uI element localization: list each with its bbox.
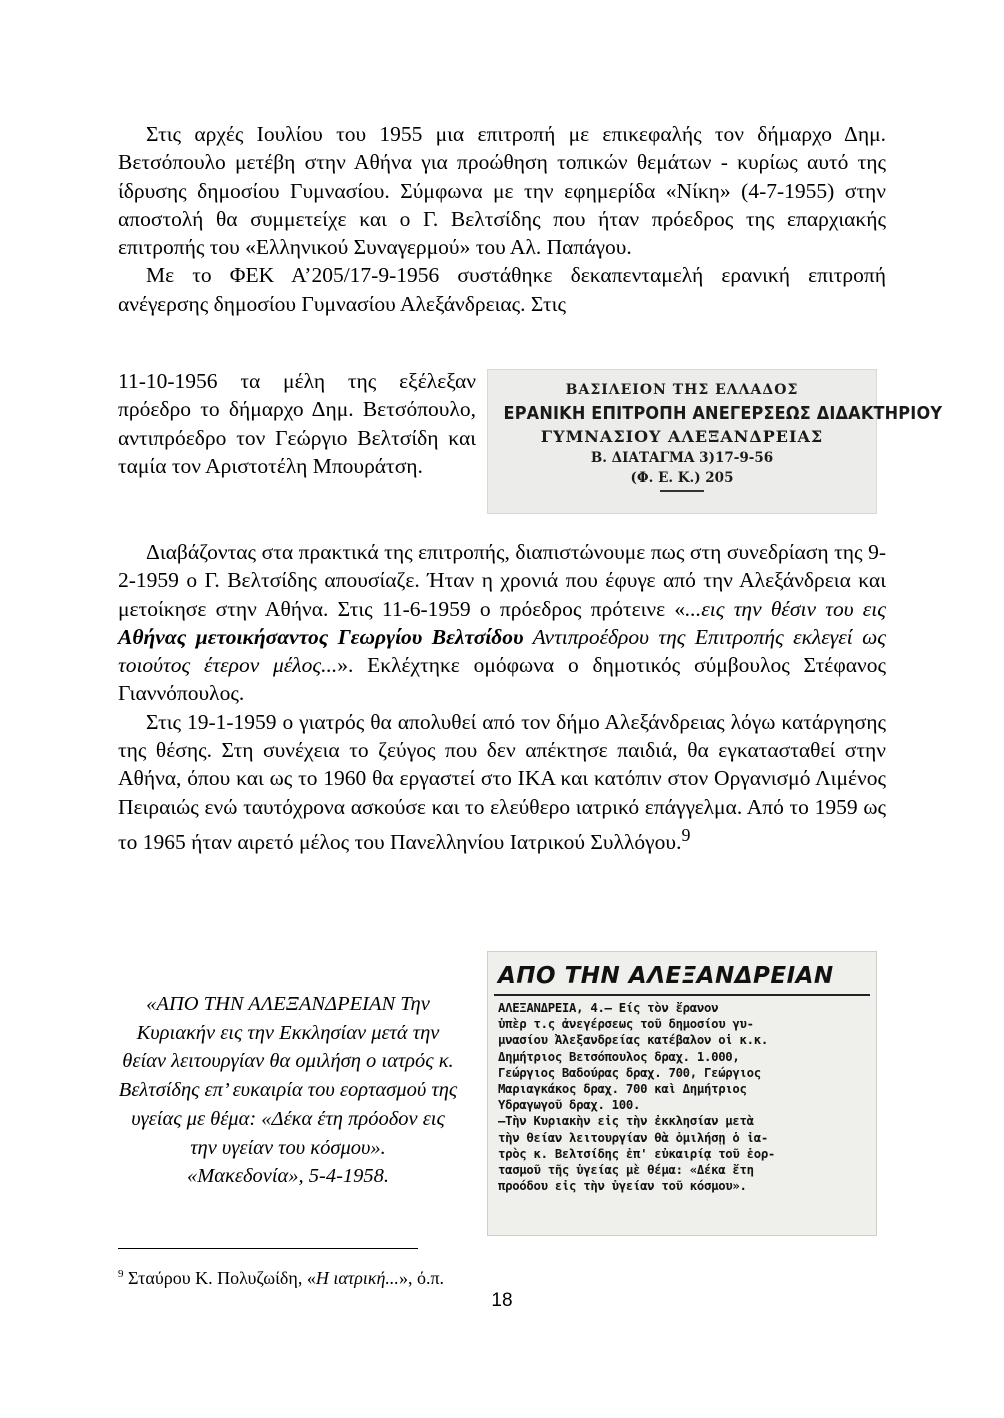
- clipping-body-line: Γεώργιος Βαδούρας δραχ. 700, Γεώργιος: [498, 1065, 761, 1080]
- paragraph-2: Με το ΦΕΚ Α’205/17-9-1956 συστάθηκε δεκαπενταμελή ερανική επιτροπή ανέγερσης δημοσίου Γυμνασίου Αλεξάνδρειας. Στις: [118, 263, 886, 316]
- body-text-top: [118, 120, 886, 318]
- clipping-body-line: ΑΛΕΞΑΝΔΡΕΙΑ, 4.— Είς τὸν ἔρανον: [498, 1001, 719, 1015]
- clipping-body-line: τασμοῦ τῆς ὑγείας μὲ θέμα: «Δέκα ἔτη: [498, 1163, 754, 1178]
- clipping-body-line: προόδου εἰς τὴν ὑγείαν τοῦ κόσμου».: [498, 1179, 747, 1194]
- paragraph-4-text: Στις 19-1-1959 ο γιατρός θα απολυθεί από τον δήμο Αλεξάνδρειας λόγω κατάργησης της θέσης. Στη συνέχεια το ζεύγος που δεν απέκτησε παιδιά, θα εγκατασταθεί στην Αθήνα, όπου και ως το 1960 θα εργαστεί στο ΙΚΑ και κατόπιν στον Οργανισμό Λιμένος Πειραιώς ενώ ταυτόχρονα ασκούσε και το ελεύθερο ιατρικό επάγγελμα. Από το 1959 ως το 1965 ήταν αιρετό μέλος του Πανελληνίου Ιατρικού Συλλόγου.: [118, 709, 886, 855]
- clipping-body-line: Δημήτριος Βετσόπουλος δραχ. 1.000,: [498, 1049, 740, 1064]
- footnote-separator: [118, 1248, 418, 1249]
- paragraph-3-quote-italic-end: Αντιπροέδρου της Επιτροπής εκλεγεί ως τοιούτος έτερον μέλος...: [118, 624, 886, 678]
- newspaper-clipping-committee-header: [487, 369, 943, 514]
- footnote-text-pre: Σταύρου Κ. Πολυζωίδη, «: [123, 1268, 316, 1288]
- clipping-body-line: ὑπὲρ τ.ς ἀνεγέρσεως τοῦ δημοσίου γυ-: [498, 1017, 754, 1032]
- clipping-line-committee: ΕΡΑΝΙΚΗ ΕΠΙΤΡΟΠΗ ΑΝΕΓΕΡΣΕΩΣ ΔΙΔΑΚΤΗΡΙΟΥ: [503, 404, 943, 424]
- paragraph-3-end: ». Εκλέχτηκε ομόφωνα ο δημοτικός σύμβουλος Στέφανος Γιαννόπουλος.: [118, 653, 886, 706]
- clipping-body-line: —Τὴν Κυριακὴν εἰς τὴν ἐκκλησίαν μετὰ: [498, 1114, 754, 1129]
- clipping-line-kingdom: ΒΑΣΙΛΕΙΟΝ ΤΗΣ ΕΛΛΑΔΟΣ: [565, 382, 799, 398]
- clipping-body-line: Ὑδραγωγοῦ δραχ. 100.: [498, 1098, 641, 1113]
- clipping-rule: [660, 490, 704, 492]
- body-text-beside-clipping: [118, 367, 476, 480]
- clipping-headline-rule: [494, 994, 870, 996]
- clipping-line-fek: (Φ. Ε. Κ.) 205: [630, 470, 734, 486]
- clipping-body-line: μνασίου Ἀλεξανδρείας κατέβαλον οἱ κ.κ.: [498, 1033, 768, 1048]
- page-number: 18: [491, 1290, 513, 1311]
- newspaper-clipping-alexandria: [487, 951, 877, 1236]
- footnote-number: 9: [118, 1268, 124, 1280]
- paragraph-2-continued: 11-10-1956 τα μέλη της εξέλεξαν πρόεδρο το δήμαρχο Δημ. Βετσόπουλο, αντιπρόεδρο τον Γεώργιο Βελτσίδη και ταμία τον Αριστοτέλη Μπουράτση.: [118, 369, 476, 478]
- body-text-middle: [118, 538, 886, 856]
- clipping-body-line: τρὸς κ. Βελτσίδης ἐπ' εὐκαιρίᾳ τοῦ ἑορ-: [498, 1146, 776, 1161]
- footnote-reference: 9: [681, 824, 691, 845]
- caption-quote: «ΑΠΟ ΤΗΝ ΑΛΕΞΑΝΔΡΕΙΑΝ Την Κυριακήν εις την Εκκλησίαν μετά την θείαν λειτουργίαν θα ομιλήση ο ιατρός κ. Βελτσίδης επ’ ευκαιρία του εορτασμού της υγείας με θέμα: «Δέκα έτη πρόοδον εις την υγείαν του κόσμου».: [118, 993, 458, 1159]
- clipping-headline: ΑΠΟ ΤΗΝ ΑΛΕΞΑΝΔΡΕΙΑΝ: [498, 963, 834, 989]
- clipping-body-line: Μαριαγκάκος δραχ. 700 καὶ Δημήτριος: [498, 1082, 747, 1097]
- paragraph-3-quote-italic: ...εις την θέσιν του εις: [685, 596, 886, 621]
- clipping-caption: [118, 990, 458, 1191]
- paragraph-4: [118, 708, 886, 857]
- footnote: [118, 1262, 444, 1290]
- clipping-body-line: τὴν θείαν λειτουργίαν θὰ ὁμιλήσῃ ὁ ἰα-: [498, 1130, 768, 1145]
- footnote-text-post: », ό.π.: [398, 1268, 445, 1288]
- paragraph-3: [118, 538, 886, 708]
- clipping-line-gymnasium: ΓΥΜΝΑΣΙΟΥ ΑΛΕΞΑΝΔΡΕΙΑΣ: [540, 427, 824, 446]
- footnote-text-italic: Η ιατρική...: [315, 1268, 399, 1288]
- clipping-body: [488, 1000, 876, 1194]
- paragraph-3-quote-bold: Αθήνας μετοικήσαντος Γεωργίου Βελτσίδου: [118, 624, 524, 649]
- caption-source: «Μακεδονία», 5-4-1958.: [186, 1165, 390, 1188]
- paragraph-1: Στις αρχές Ιουλίου του 1955 μια επιτροπή με επικεφαλής τον δήμαρχο Δημ. Βετσόπουλο μετέβη στην Αθήνα για προώθηση τοπικών θεμάτων - κυρίως αυτό της ίδρυσης δημοσίου Γυμνασίου. Σύμφωνα με την εφημερίδα «Νίκη» (4-7-1955) στην αποστολή θα συμμετείχε και ο Γ. Βελτσίδης που ήταν πρόεδρος της επαρχιακής επιτροπής του «Ελληνικού Συναγερμού» του Αλ. Παπάγου.: [118, 122, 886, 260]
- paragraph-3-start: Διαβάζοντας στα πρακτικά της επιτροπής, διαπιστώνουμε πως στη συνεδρίαση της 9-2-1959 ο Γ. Βελτσίδης απουσίαζε. Ήταν η χρονιά που έφυγε από την Αλεξάνδρεια και μετοίκησε στην Αθήνα. Στις 11-6-1959 ο πρόεδρος πρότεινε «: [118, 540, 886, 621]
- clipping-line-decree: Β. ΔΙΑΤΑΓΜΑ 3)17-9-56: [590, 450, 774, 466]
